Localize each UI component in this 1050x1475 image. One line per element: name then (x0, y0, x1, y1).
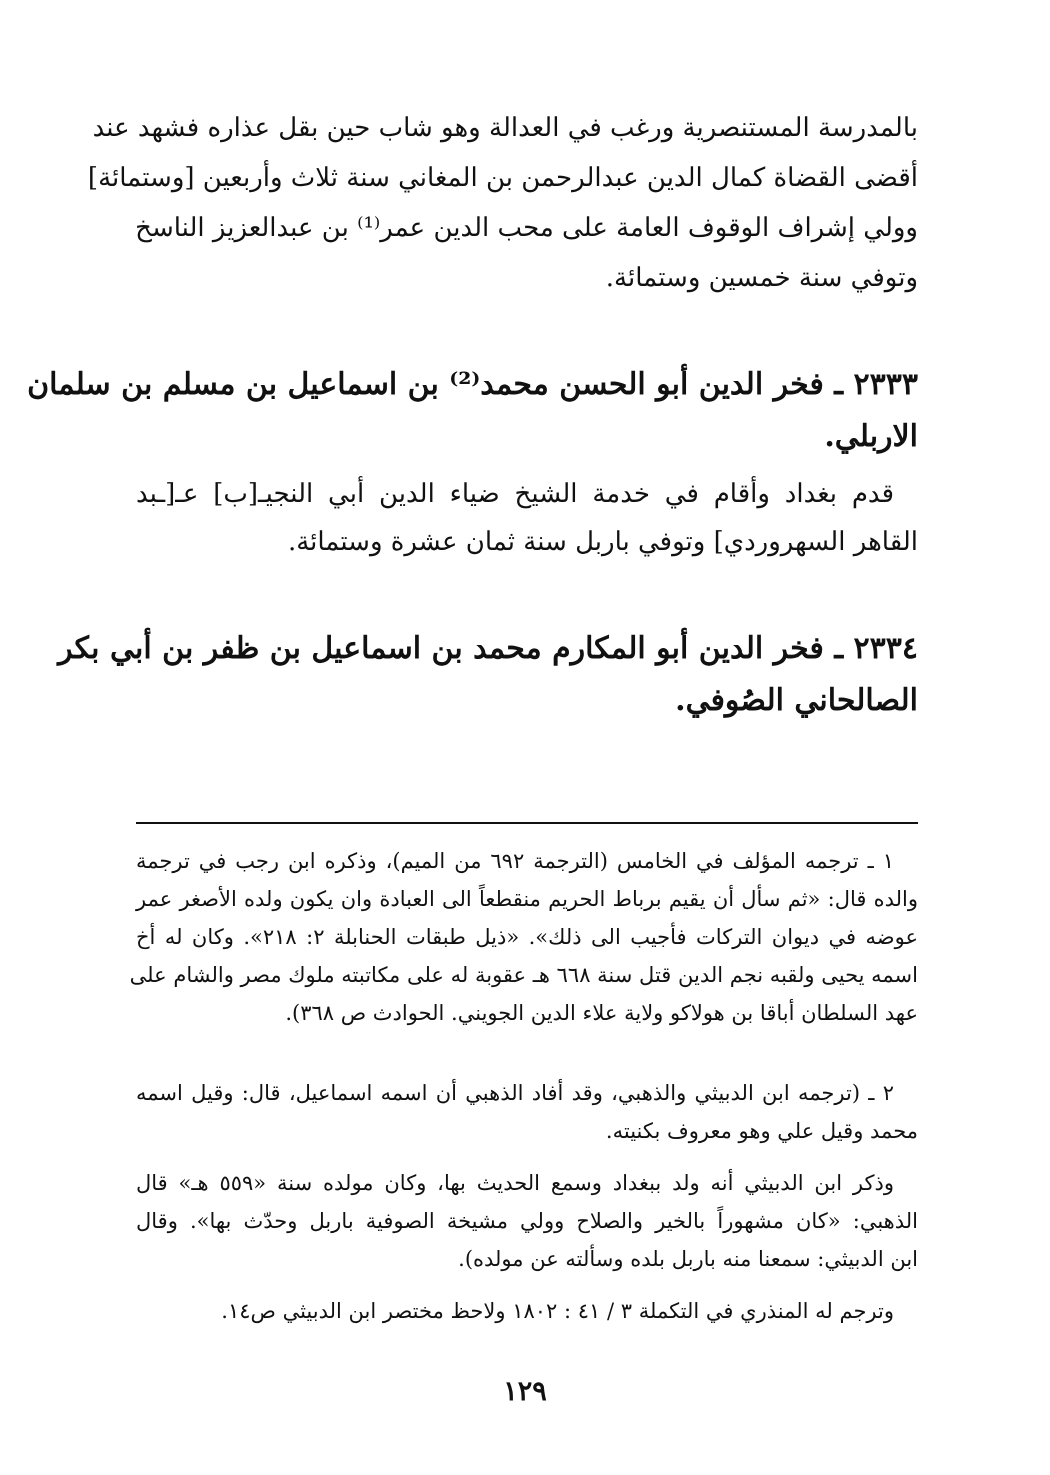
footnote-divider (136, 822, 918, 824)
footnote-line: ابن الدبيثي: سمعنا منه باربل بلده وسألته عن مولده). (458, 1247, 918, 1271)
footnote-line: ٢ ـ (ترجمه ابن الدبيثي والذهبي، وقد أفاد الذهبي أن اسمه اسماعيل، قال: وقيل اسمه (136, 1081, 894, 1105)
footnote-line: والده قال: «ثم سأل أن يقيم برباط الحريم منقطعاً الى العبادة وان يكون ولده الأصغر عمر (136, 887, 918, 911)
footnote-1 (129, 844, 918, 1044)
body-text-line: قدم بغداد وأقام في خدمة الشيخ ضياء الدين أبي النجيـ[ب] عـ[ـبد (136, 479, 894, 509)
entry-2333-body (136, 474, 918, 574)
entry-heading-line: الصالحاني الصُوفي. (675, 683, 918, 718)
footnote-2-paragraph-3 (136, 1294, 918, 1334)
entry-heading-line: الاربلي. (824, 419, 918, 454)
body-text-line: أقضى القضاة كمال الدين عبدالرحمن بن المغاني سنة ثلاث وأربعين [وستمائة] (87, 163, 918, 193)
entry-2334-heading (58, 626, 918, 736)
body-text-line: وتوفي سنة خمسين وستمائة. (605, 263, 918, 293)
footnote-line: عوضه في ديوان التركات فأجيب الى ذلك». «ذيل طبقات الحنابلة ٢: ٢١٨». وكان له أخ (136, 925, 918, 949)
entry-heading-line: ٢٣٣٤ ـ فخر الدين أبو المكارم محمد بن اسماعيل بن ظفر بن أبي بكر (58, 631, 918, 666)
footnote-2 (136, 1076, 918, 1156)
footnote-line: اسمه يحيى ولقبه نجم الدين قتل سنة ٦٦٨ هـ عقوبة له على مكاتبته ملوك مصر والشام على (129, 963, 918, 987)
body-text-line: القاهر السهروردي] وتوفي باربل سنة ثمان عشرة وستمائة. (287, 527, 918, 557)
page-number: ١٢٩ (503, 1376, 547, 1407)
footnote-line: وترجم له المنذري في التكملة ٣ / ٤١ : ١٨٠٢ ولاحظ مختصر ابن الدبيثي ص١٤. (221, 1299, 894, 1323)
body-text-line: وولي إشراف الوقوف العامة على محب الدين عمر⁽¹⁾ بن عبدالعزيز الناسخ (135, 213, 918, 243)
footnote-line: عهد السلطان أباقا بن هولاكو ولاية علاء الدين الجويني. الحوادث ص ٣٦٨). (285, 1001, 918, 1025)
entry-heading-line: ٢٣٣٣ ـ فخر الدين أبو الحسن محمد⁽²⁾ بن اسماعيل بن مسلم بن سلمان (27, 367, 918, 402)
footnote-2-paragraph-2 (136, 1166, 918, 1286)
footnote-line: ١ ـ ترجمه المؤلف في الخامس (الترجمة ٦٩٢ من الميم)، وذكره ابن رجب في ترجمة (136, 849, 894, 873)
footnote-line: الذهبي: «كان مشهوراً بالخير والصلاح وولي مشيخة الصوفية باربل وحدّث بها». وقال (136, 1209, 918, 1233)
footnote-line: محمد وقيل علي وهو معروف بكنيته. (605, 1119, 918, 1143)
footnote-line: وذكر ابن الدبيثي أنه ولد ببغداد وسمع الحديث بها، وكان مولده سنة «٥٥٩ هـ» قال (136, 1171, 894, 1195)
body-text-line: بالمدرسة المستنصرية ورغب في العدالة وهو شاب حين بقل عذاره فشهد عند (92, 113, 918, 143)
entry-2332-tail-paragraph (87, 108, 918, 308)
entry-2333-heading (27, 362, 918, 472)
